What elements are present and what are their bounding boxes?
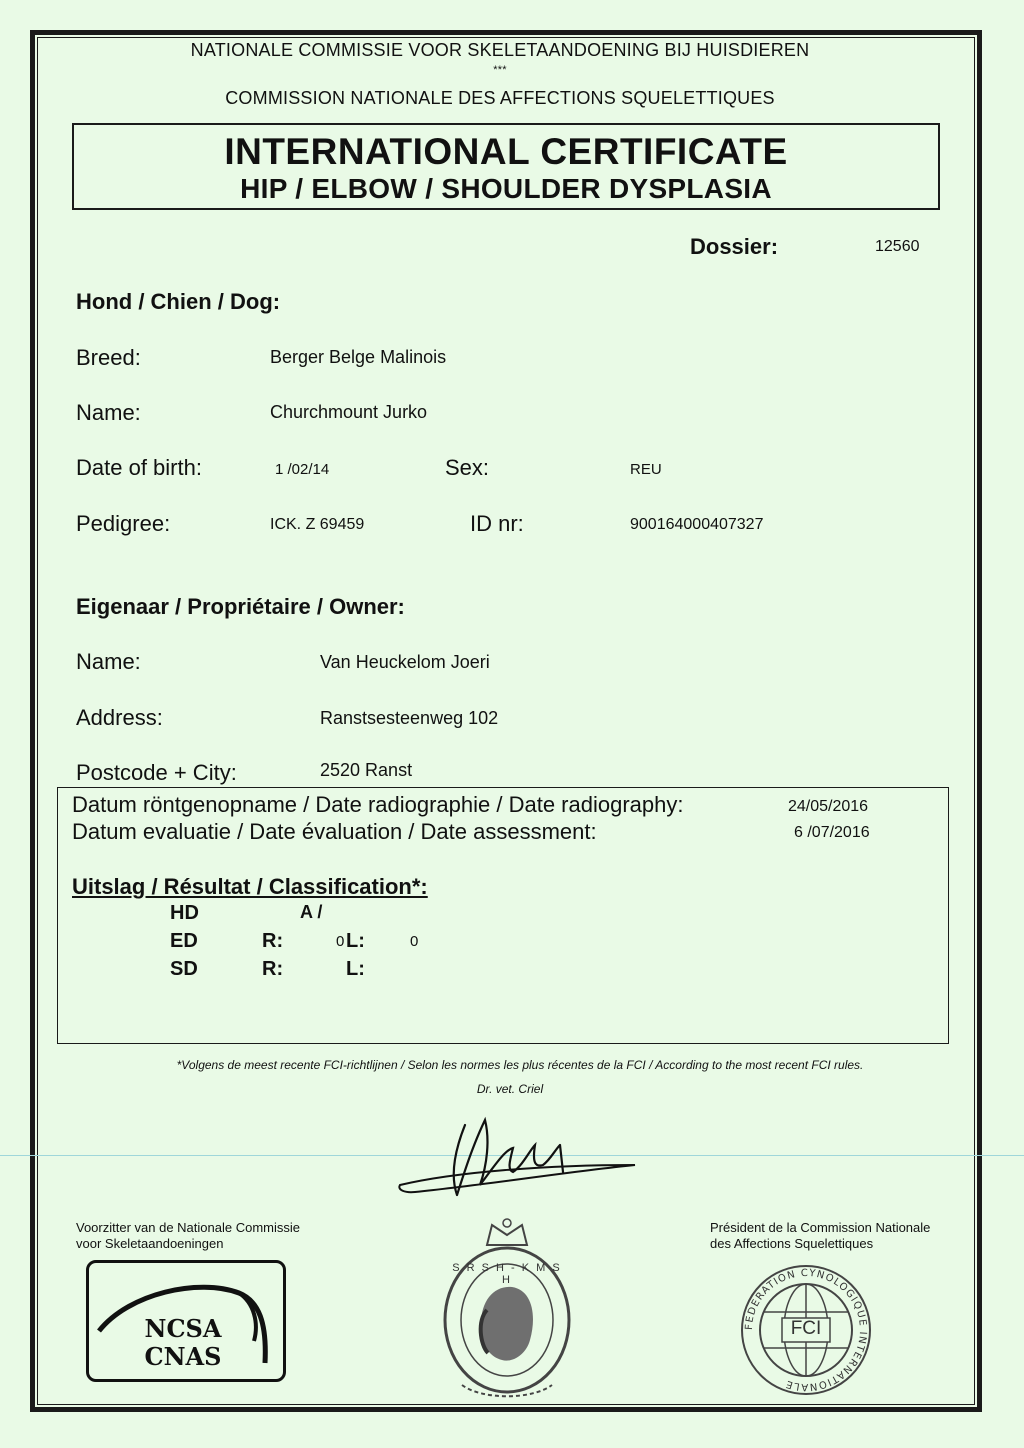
id-label: ID nr: [470,511,524,536]
ncsa-logo [86,1260,286,1382]
assessment-date: 6 /07/2016 [794,824,870,841]
header-dutch: NATIONALE COMMISSIE VOOR SKELETAANDOENING BIJ HUISDIEREN [190,40,810,60]
sex-value: REU [630,461,662,478]
fci-footnote: *Volgens de meest recente FCI-richtlijnen / Selon les normes les plus récentes de la FCI / According to the most recent FCI rules. [176,1058,864,1072]
address-value: Ranstsesteenweg 102 [320,708,499,728]
city-label: Postcode + City: [76,760,237,785]
classification-heading: Uitslag / Résultat / Classification*: [72,874,428,899]
fci-ring-text: FEDERATION CYNOLOGIQUE INTERNATIONALE [743,1267,869,1393]
sex-label: Sex: [445,455,490,480]
dob-value: 1 /02/14 [275,461,330,478]
right-footer-line1: Président de la Commission Nationale [710,1220,931,1235]
left-footer-line2: voor Skeletaandoeningen [76,1236,224,1251]
signatory-name: Dr. vet. Criel [476,1082,544,1096]
ed-right-value: 0 [336,933,345,950]
owner-name-label: Name: [76,649,141,674]
certificate-subtitle: HIP / ELBOW / SHOULDER DYSPLASIA [240,173,772,204]
hd-value: A / [300,902,323,922]
assessment-label: Datum evaluatie / Date évaluation / Date assessment: [72,819,597,844]
header-french: COMMISSION NATIONALE DES AFFECTIONS SQUELETTIQUES [225,88,775,108]
dossier-label: Dossier: [690,234,779,259]
sd-right-label: R: [262,958,284,980]
left-footer-line1: Voorzitter van de Nationale Commissie [76,1220,300,1235]
ed-label: ED [170,930,198,952]
owner-heading: Eigenaar / Propriétaire / Owner: [76,594,405,619]
header-stars: *** [493,64,507,76]
sd-label: SD [170,958,198,980]
breed-value: Berger Belge Malinois [270,347,447,367]
radiography-label: Datum röntgenopname / Date radiographie / Date radiography: [72,792,684,817]
radiography-date: 24/05/2016 [788,798,869,815]
ed-right-label: R: [262,930,284,952]
hd-label: HD [170,902,199,924]
city-value: 2520 Ranst [320,760,413,780]
sd-left-label: L: [346,958,365,980]
dog-name-value: Churchmount Jurko [270,402,428,422]
breed-label: Breed: [76,345,141,370]
signature [395,1110,645,1210]
pedigree-value: ICK. Z 69459 [270,516,365,533]
dossier-number: 12560 [875,238,920,255]
fci-center-text: FCI [790,1318,822,1339]
ed-left-value: 0 [410,933,419,950]
right-footer-line2: des Affections Squelettiques [710,1236,874,1251]
cnas-text: CNAS [144,1342,222,1371]
ed-left-label: L: [346,930,365,952]
owner-name-value: Van Heuckelom Joeri [320,652,490,672]
dog-name-label: Name: [76,400,141,425]
title-box [72,123,940,210]
id-value: 900164000407327 [630,516,764,533]
ncsa-text: NCSA [144,1314,222,1343]
pedigree-label: Pedigree: [76,511,171,536]
dog-heading: Hond / Chien / Dog: [76,289,281,314]
address-label: Address: [76,705,163,730]
certificate-title: INTERNATIONAL CERTIFICATE [224,131,788,172]
dob-label: Date of birth: [76,455,202,480]
srsh-seal-icon [432,1215,582,1405]
srsh-ring-text: S R S H - K M S H [452,1262,562,1286]
